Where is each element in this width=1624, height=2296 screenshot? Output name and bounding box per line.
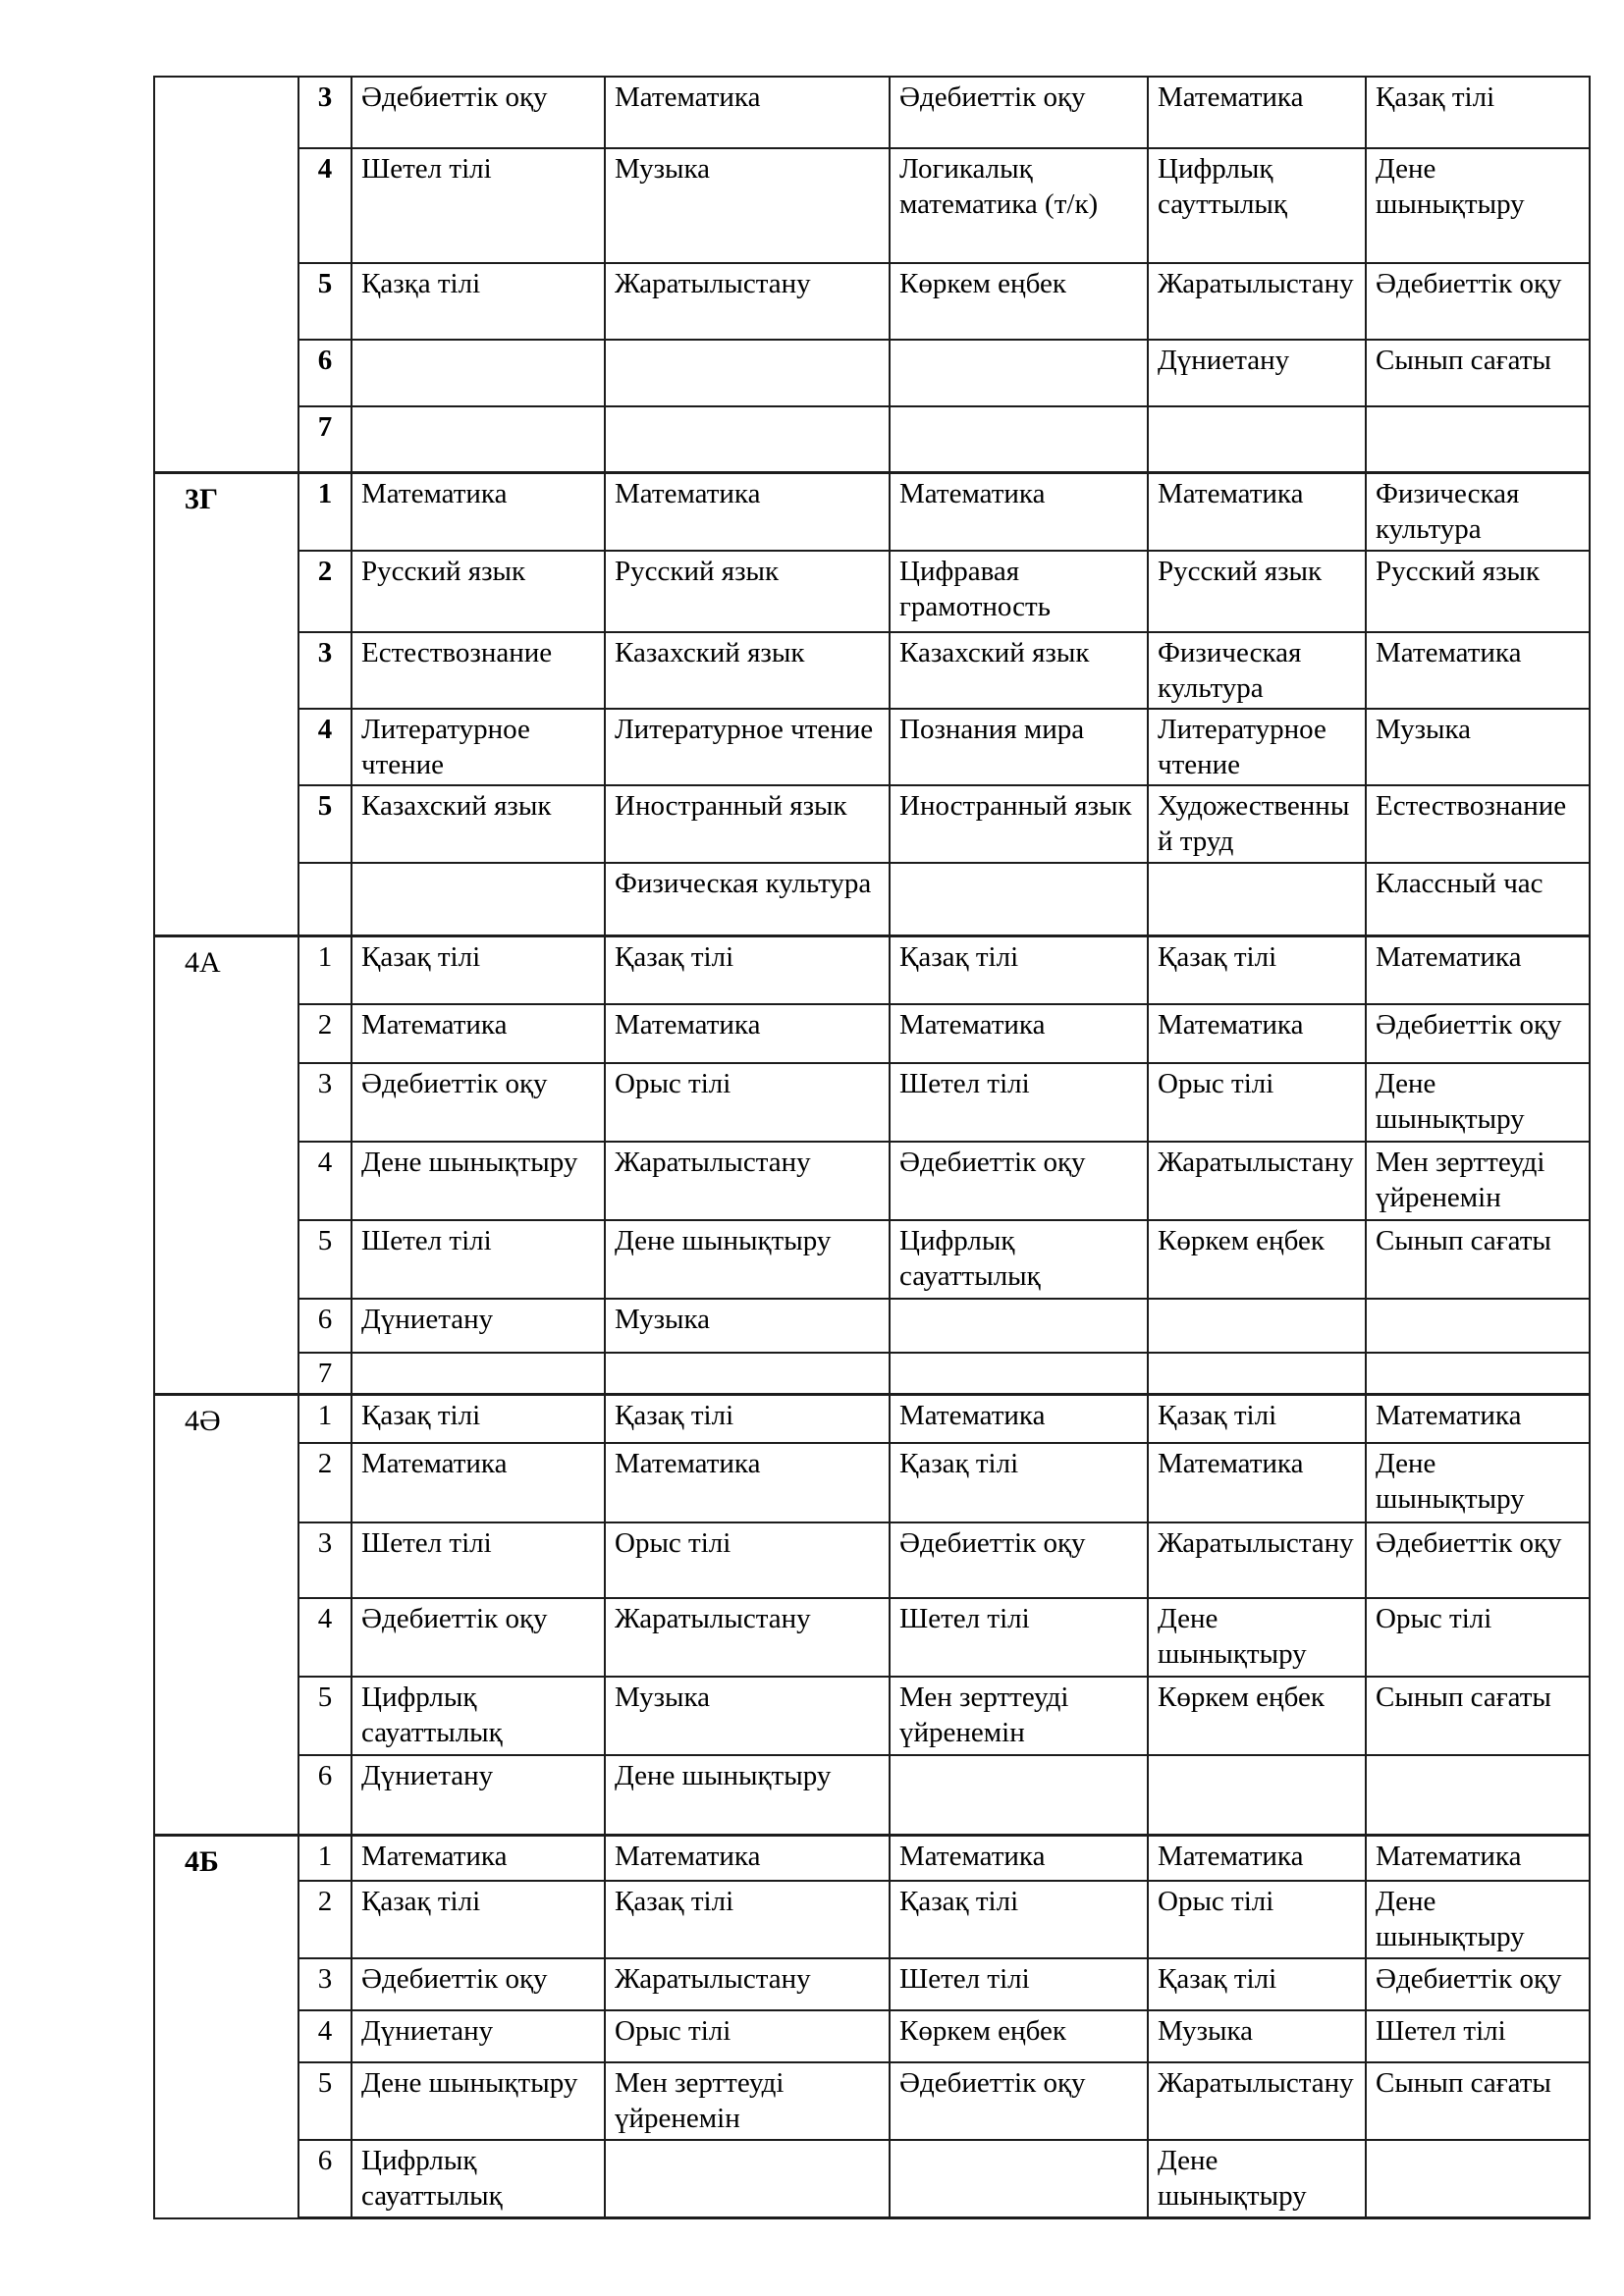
subject-cell: Математика <box>1148 472 1366 551</box>
subject-cell: Математика <box>1366 935 1590 1004</box>
subject-cell: Орыс тілі <box>1148 1881 1366 1958</box>
subject-cell <box>890 340 1148 406</box>
subject-cell: Әдебиеттік оқу <box>890 1142 1148 1220</box>
subject-cell: Математика <box>352 472 605 551</box>
subject-cell: Математика <box>1148 1443 1366 1522</box>
subject-cell: Шетел тілі <box>890 1958 1148 2010</box>
class-name-cell: 3Г <box>154 472 298 935</box>
table-row <box>154 340 1590 406</box>
subject-cell: Орыс тілі <box>605 1063 890 1142</box>
table-row <box>154 2010 1590 2062</box>
subject-cell: Литературное чтение <box>605 709 890 785</box>
subject-cell: Орыс тілі <box>605 1522 890 1598</box>
subject-cell: Сынып сағаты <box>1366 1677 1590 1755</box>
lesson-number-cell: 4 <box>298 1142 352 1220</box>
subject-cell <box>1366 1353 1590 1395</box>
lesson-number-cell: 6 <box>298 1299 352 1353</box>
lesson-number-cell: 1 <box>298 1395 352 1443</box>
subject-cell: Шетел тілі <box>890 1598 1148 1677</box>
table-row <box>154 1522 1590 1598</box>
subject-cell: Қазақ тілі <box>890 1443 1148 1522</box>
subject-cell: Қазақ тілі <box>1148 935 1366 1004</box>
subject-cell <box>605 2140 890 2218</box>
subject-cell: Сынып сағаты <box>1366 2062 1590 2140</box>
subject-cell <box>1148 406 1366 472</box>
subject-cell: Физическая культура <box>1366 472 1590 551</box>
subject-cell: Әдебиеттік оқу <box>352 1598 605 1677</box>
subject-cell: Орыс тілі <box>605 2010 890 2062</box>
timetable-body <box>154 77 1590 2218</box>
subject-cell: Мен зерттеуді үйренемін <box>1366 1142 1590 1220</box>
subject-cell: Дүниетану <box>352 1299 605 1353</box>
subject-cell: Математика <box>890 1395 1148 1443</box>
subject-cell <box>1366 1299 1590 1353</box>
subject-cell <box>890 1299 1148 1353</box>
subject-cell: Қазақ тілі <box>890 1881 1148 1958</box>
table-row <box>154 1443 1590 1522</box>
subject-cell <box>605 1353 890 1395</box>
subject-cell <box>1366 2140 1590 2218</box>
subject-cell: Музыка <box>605 1299 890 1353</box>
lesson-number-cell: 4 <box>298 148 352 263</box>
table-row <box>154 632 1590 709</box>
subject-cell: Математика <box>605 472 890 551</box>
subject-cell: Әдебиеттік оқу <box>1366 263 1590 340</box>
table-row <box>154 1755 1590 1836</box>
subject-cell: Көркем еңбек <box>1148 1677 1366 1755</box>
subject-cell: Цифрлық сауттылық <box>1148 148 1366 263</box>
subject-cell: Әдебиеттік оқу <box>352 1063 605 1142</box>
subject-cell: Физическая культура <box>605 863 890 935</box>
subject-cell: Математика <box>1148 1836 1366 1881</box>
subject-cell: Жаратылыстану <box>1148 263 1366 340</box>
timetable <box>153 76 1591 2219</box>
subject-cell: Художественный труд <box>1148 785 1366 863</box>
subject-cell: Казахский язык <box>352 785 605 863</box>
subject-cell: Қазақ тілі <box>605 935 890 1004</box>
subject-cell: Русский язык <box>1148 551 1366 632</box>
subject-cell: Математика <box>605 1836 890 1881</box>
table-row <box>154 406 1590 472</box>
subject-cell: Дене шынықтыру <box>1366 1063 1590 1142</box>
subject-cell: Цифрлық сауаттылық <box>352 1677 605 1755</box>
subject-cell: Дене шынықтыру <box>352 2062 605 2140</box>
subject-cell: Сынып сағаты <box>1366 340 1590 406</box>
subject-cell <box>352 406 605 472</box>
subject-cell: Дене шынықтыру <box>352 1142 605 1220</box>
lesson-number-cell: 6 <box>298 340 352 406</box>
subject-cell: Математика <box>1366 632 1590 709</box>
subject-cell <box>890 1755 1148 1836</box>
subject-cell: Математика <box>352 1443 605 1522</box>
subject-cell: Дене шынықтыру <box>1366 1443 1590 1522</box>
lesson-number-cell <box>298 863 352 935</box>
subject-cell: Литературное чтение <box>1148 709 1366 785</box>
table-row <box>154 1836 1590 1881</box>
subject-cell: Көркем еңбек <box>890 263 1148 340</box>
subject-cell: Қазақ тілі <box>605 1395 890 1443</box>
subject-cell: Әдебиеттік оқу <box>352 77 605 148</box>
subject-cell: Музыка <box>605 1677 890 1755</box>
table-row <box>154 935 1590 1004</box>
subject-cell: Сынып сағаты <box>1366 1220 1590 1299</box>
lesson-number-cell: 7 <box>298 1353 352 1395</box>
lesson-number-cell: 1 <box>298 472 352 551</box>
subject-cell: Математика <box>890 1836 1148 1881</box>
table-row <box>154 1063 1590 1142</box>
subject-cell: Орыс тілі <box>1148 1063 1366 1142</box>
lesson-number-cell: 6 <box>298 2140 352 2218</box>
subject-cell: Дене шынықтыру <box>1366 1881 1590 1958</box>
subject-cell: Жаратылыстану <box>605 1598 890 1677</box>
subject-cell: Жаратылыстану <box>1148 2062 1366 2140</box>
subject-cell: Музыка <box>605 148 890 263</box>
subject-cell: Цифрлық сауаттылық <box>890 1220 1148 1299</box>
table-row <box>154 1881 1590 1958</box>
subject-cell: Жаратылыстану <box>1148 1522 1366 1598</box>
table-row <box>154 1004 1590 1063</box>
subject-cell: Математика <box>1148 77 1366 148</box>
subject-cell: Дене шынықтыру <box>605 1755 890 1836</box>
subject-cell: Әдебиеттік оқу <box>890 1522 1148 1598</box>
subject-cell: Орыс тілі <box>1366 1598 1590 1677</box>
table-row <box>154 1142 1590 1220</box>
table-row <box>154 1220 1590 1299</box>
subject-cell: Дүниетану <box>352 1755 605 1836</box>
subject-cell: Дене шынықтыру <box>605 1220 890 1299</box>
subject-cell: Математика <box>890 472 1148 551</box>
subject-cell: Әдебиеттік оқу <box>890 2062 1148 2140</box>
subject-cell: Математика <box>605 77 890 148</box>
subject-cell: Логикалық математика (т/к) <box>890 148 1148 263</box>
lesson-number-cell: 2 <box>298 1881 352 1958</box>
subject-cell: Физическая культура <box>1148 632 1366 709</box>
subject-cell: Математика <box>1366 1395 1590 1443</box>
subject-cell: Математика <box>1148 1004 1366 1063</box>
table-row <box>154 709 1590 785</box>
subject-cell: Шетел тілі <box>352 1220 605 1299</box>
subject-cell: Дене шынықтыру <box>1148 1598 1366 1677</box>
subject-cell: Әдебиеттік оқу <box>352 1958 605 2010</box>
subject-cell: Музыка <box>1366 709 1590 785</box>
subject-cell: Русский язык <box>352 551 605 632</box>
lesson-number-cell: 3 <box>298 632 352 709</box>
subject-cell: Классный час <box>1366 863 1590 935</box>
subject-cell: Математика <box>605 1443 890 1522</box>
subject-cell: Математика <box>1366 1836 1590 1881</box>
table-row <box>154 1353 1590 1395</box>
subject-cell: Дүниетану <box>1148 340 1366 406</box>
subject-cell: Қазақ тілі <box>1148 1958 1366 2010</box>
subject-cell: Математика <box>352 1836 605 1881</box>
subject-cell: Шетел тілі <box>890 1063 1148 1142</box>
subject-cell <box>352 1353 605 1395</box>
subject-cell: Естествознание <box>1366 785 1590 863</box>
subject-cell: Математика <box>890 1004 1148 1063</box>
subject-cell: Математика <box>352 1004 605 1063</box>
subject-cell <box>605 340 890 406</box>
lesson-number-cell: 5 <box>298 1220 352 1299</box>
subject-cell: Қазақ тілі <box>605 1881 890 1958</box>
subject-cell <box>890 863 1148 935</box>
lesson-number-cell: 5 <box>298 263 352 340</box>
subject-cell: Қазқа тілі <box>352 263 605 340</box>
lesson-number-cell: 5 <box>298 1677 352 1755</box>
table-row <box>154 2140 1590 2218</box>
subject-cell <box>352 863 605 935</box>
table-row <box>154 1958 1590 2010</box>
class-name-cell: 4Б <box>154 1836 298 2218</box>
lesson-number-cell: 7 <box>298 406 352 472</box>
table-row <box>154 785 1590 863</box>
table-row <box>154 1598 1590 1677</box>
class-name-cell: 4А <box>154 935 298 1395</box>
table-row <box>154 1299 1590 1353</box>
subject-cell: Казахский язык <box>890 632 1148 709</box>
subject-cell: Дүниетану <box>352 2010 605 2062</box>
lesson-number-cell: 1 <box>298 1836 352 1881</box>
lesson-number-cell: 3 <box>298 1063 352 1142</box>
subject-cell: Жаратылыстану <box>605 263 890 340</box>
subject-cell: Математика <box>605 1004 890 1063</box>
subject-cell <box>890 2140 1148 2218</box>
table-row <box>154 77 1590 148</box>
subject-cell: Познания мира <box>890 709 1148 785</box>
subject-cell: Қазақ тілі <box>890 935 1148 1004</box>
subject-cell <box>1148 1353 1366 1395</box>
class-name-cell <box>154 77 298 472</box>
subject-cell: Шетел тілі <box>352 1522 605 1598</box>
subject-cell: Мен зерттеуді үйренемін <box>605 2062 890 2140</box>
subject-cell: Әдебиеттік оқу <box>1366 1522 1590 1598</box>
lesson-number-cell: 2 <box>298 1443 352 1522</box>
subject-cell: Дене шынықтыру <box>1366 148 1590 263</box>
subject-cell <box>1366 406 1590 472</box>
lesson-number-cell: 1 <box>298 935 352 1004</box>
subject-cell: Қазақ тілі <box>1148 1395 1366 1443</box>
subject-cell: Қазақ тілі <box>352 1881 605 1958</box>
table-row <box>154 263 1590 340</box>
lesson-number-cell: 3 <box>298 1958 352 2010</box>
subject-cell: Дене шынықтыру <box>1148 2140 1366 2218</box>
subject-cell: Иностранный язык <box>605 785 890 863</box>
subject-cell: Шетел тілі <box>1366 2010 1590 2062</box>
subject-cell <box>1366 1755 1590 1836</box>
lesson-number-cell: 4 <box>298 2010 352 2062</box>
subject-cell: Жаратылыстану <box>1148 1142 1366 1220</box>
subject-cell <box>1148 1755 1366 1836</box>
subject-cell: Көркем еңбек <box>1148 1220 1366 1299</box>
lesson-number-cell: 2 <box>298 1004 352 1063</box>
subject-cell <box>1148 1299 1366 1353</box>
lesson-number-cell: 6 <box>298 1755 352 1836</box>
subject-cell: Литературное чтение <box>352 709 605 785</box>
table-row <box>154 863 1590 935</box>
subject-cell: Қазақ тілі <box>352 935 605 1004</box>
table-row <box>154 1677 1590 1755</box>
subject-cell: Цифрлық сауаттылық <box>352 2140 605 2218</box>
subject-cell <box>352 340 605 406</box>
table-row <box>154 1395 1590 1443</box>
subject-cell: Шетел тілі <box>352 148 605 263</box>
subject-cell: Әдебиеттік оқу <box>1366 1004 1590 1063</box>
subject-cell: Қазақ тілі <box>352 1395 605 1443</box>
subject-cell: Әдебиеттік оқу <box>890 77 1148 148</box>
subject-cell: Қазақ тілі <box>1366 77 1590 148</box>
subject-cell <box>1148 863 1366 935</box>
subject-cell <box>605 406 890 472</box>
lesson-number-cell: 2 <box>298 551 352 632</box>
table-row <box>154 472 1590 551</box>
lesson-number-cell: 4 <box>298 1598 352 1677</box>
lesson-number-cell: 3 <box>298 1522 352 1598</box>
subject-cell: Мен зерттеуді үйренемін <box>890 1677 1148 1755</box>
table-row <box>154 148 1590 263</box>
subject-cell: Музыка <box>1148 2010 1366 2062</box>
subject-cell: Жаратылыстану <box>605 1958 890 2010</box>
subject-cell: Көркем еңбек <box>890 2010 1148 2062</box>
subject-cell: Жаратылыстану <box>605 1142 890 1220</box>
subject-cell <box>890 1353 1148 1395</box>
subject-cell: Цифравая грамотность <box>890 551 1148 632</box>
subject-cell: Естествознание <box>352 632 605 709</box>
subject-cell: Русский язык <box>605 551 890 632</box>
subject-cell <box>890 406 1148 472</box>
subject-cell: Әдебиеттік оқу <box>1366 1958 1590 2010</box>
lesson-number-cell: 5 <box>298 2062 352 2140</box>
lesson-number-cell: 4 <box>298 709 352 785</box>
lesson-number-cell: 3 <box>298 77 352 148</box>
subject-cell: Иностранный язык <box>890 785 1148 863</box>
class-name-cell: 4Ә <box>154 1395 298 1836</box>
lesson-number-cell: 5 <box>298 785 352 863</box>
subject-cell: Казахский язык <box>605 632 890 709</box>
table-row <box>154 551 1590 632</box>
subject-cell: Русский язык <box>1366 551 1590 632</box>
table-row <box>154 2062 1590 2140</box>
